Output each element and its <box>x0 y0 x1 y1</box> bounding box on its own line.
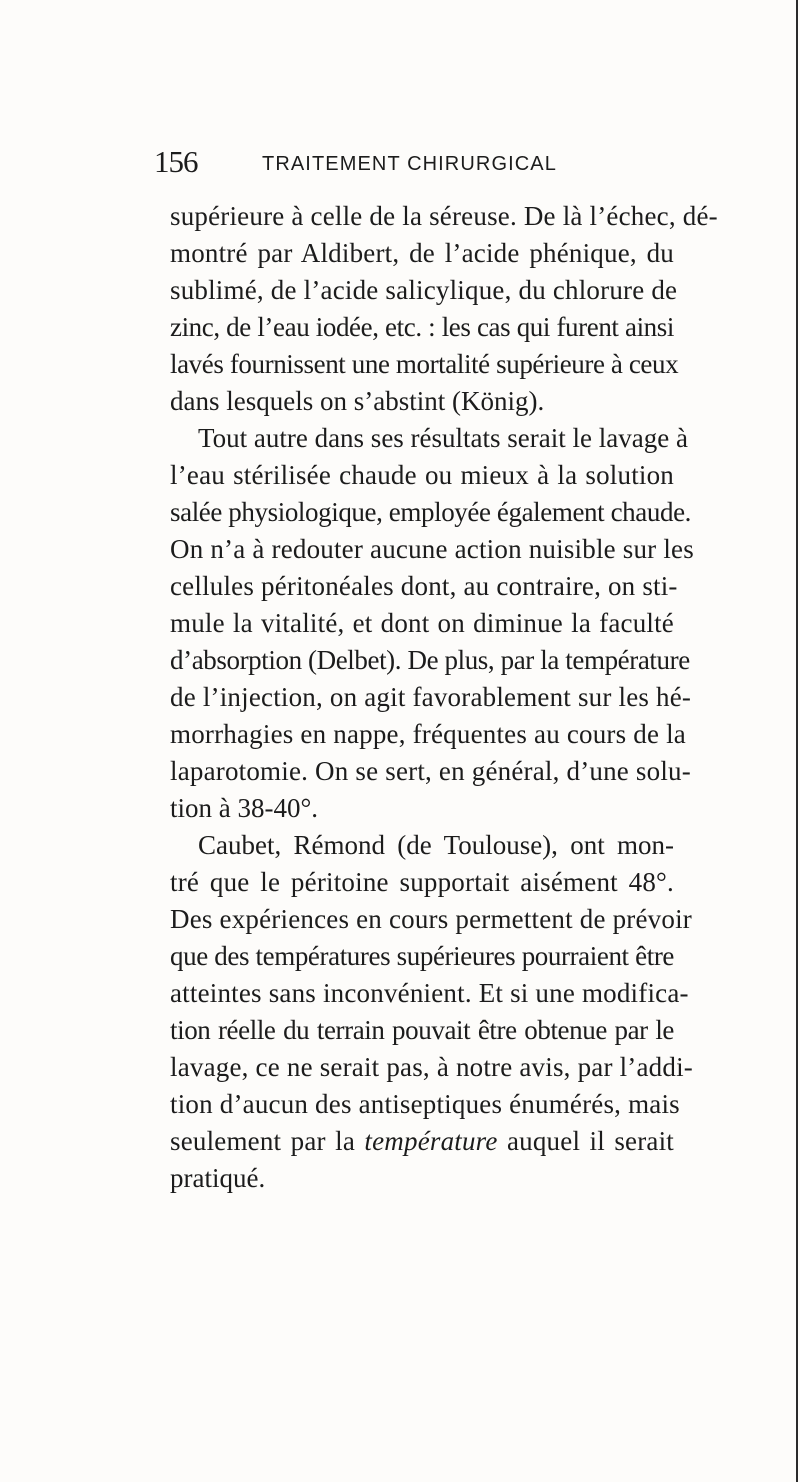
text-line: On n’a à redouter aucune action nuisible sur les <box>170 534 694 564</box>
text-line: mule la vitalité, et dont on diminue la faculté <box>170 608 674 638</box>
text-line: atteintes sans inconvénient. Et si une modifica- <box>170 978 689 1008</box>
text-line: montré par Aldibert, de l’acide phénique, du <box>170 238 674 268</box>
text-line: tion réelle du terrain pouvait être obtenue par le <box>170 1015 674 1045</box>
text-line: zinc, de l’eau iodée, etc. : les cas qui furent ainsi <box>170 312 674 342</box>
text-line: tré que le péritoine supportait aisément 48°. <box>170 867 674 897</box>
final-line-before: seulement par la <box>170 1126 365 1156</box>
text-line: d’absorption (Delbet). De plus, par la température <box>170 645 690 675</box>
text-line: sublimé, de l’acide salicylique, du chlorure de <box>170 275 678 305</box>
text-line: tion à 38-40°. <box>170 793 319 823</box>
page-header <box>154 142 674 186</box>
paragraph-start-line: Tout autre dans ses résultats serait le lavage à <box>198 423 688 453</box>
text-line: laparotomie. On se sert, en général, d’une solu- <box>170 756 691 786</box>
text-line: tion d’aucun des antiseptiques énumérés, mais <box>170 1089 680 1119</box>
paragraph-start-line: Caubet, Rémond (de Toulouse), ont mon- <box>198 830 674 860</box>
page-edge-line <box>796 0 798 1482</box>
text-line: dans lesquels on s’abstint (König). <box>170 386 545 416</box>
page-number: 156 <box>154 144 198 179</box>
text-line: l’eau stérilisée chaude ou mieux à la solution <box>170 460 674 490</box>
final-line-after: auquel il serait <box>497 1126 674 1156</box>
text-line: de l’injection, on agit favorablement sur les hé- <box>170 682 692 712</box>
body-text <box>170 198 718 1197</box>
text-line-with-italic <box>170 1123 674 1160</box>
text-line: que des températures supérieures pourraient être <box>170 941 674 971</box>
text-line: supérieure à celle de la séreuse. De là l’échec, dé- <box>170 201 718 231</box>
running-head: TRAITEMENT CHIRURGICAL <box>262 153 557 175</box>
text-line: cellules péritonéales dont, au contraire, on sti- <box>170 571 678 601</box>
text-line: Des expériences en cours permettent de prévoir <box>170 904 692 934</box>
closing-line: pratiqué. <box>170 1163 266 1193</box>
text-line: morrhagies en nappe, fréquentes au cours de la <box>170 719 686 749</box>
text-line: lavés fournissent une mortalité supérieure à ceux <box>170 349 679 379</box>
text-line: lavage, ce ne serait pas, à notre avis, par l’addi- <box>170 1052 693 1082</box>
text-line: salée physiologique, employée également chaude. <box>170 497 692 527</box>
italic-word: température <box>364 1126 498 1156</box>
